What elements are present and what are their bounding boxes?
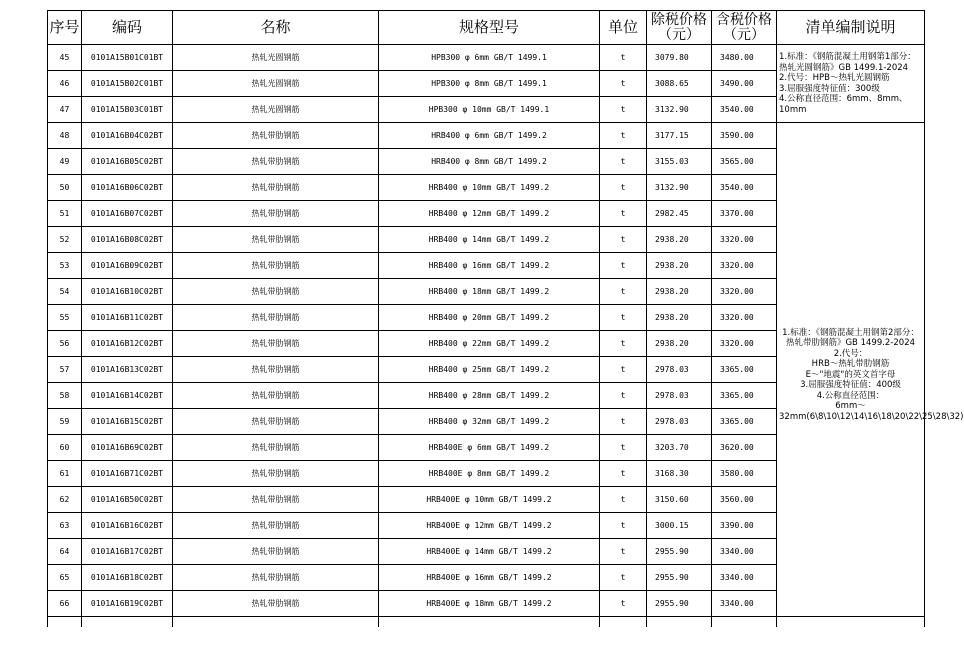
row-unit: t: [600, 409, 647, 435]
row-index: 50: [48, 175, 82, 201]
partial-cell: [173, 617, 379, 628]
row-unit: t: [600, 279, 647, 305]
header-code: 编码: [82, 11, 173, 45]
row-name: 热轧带肋钢筋: [173, 435, 379, 461]
header-unit: 单位: [600, 11, 647, 45]
row-name: 热轧光圆钢筋: [173, 97, 379, 123]
row-code: 0101A16B06C02BT: [82, 175, 173, 201]
row-index: 54: [48, 279, 82, 305]
row-price-inc-tax: 3340.00: [712, 539, 777, 565]
row-spec: HRB400 φ 10mm GB/T 1499.2: [379, 175, 600, 201]
row-code: 0101A15B02C01BT: [82, 71, 173, 97]
row-spec: HRB400 φ 28mm GB/T 1499.2: [379, 383, 600, 409]
row-name: 热轧带肋钢筋: [173, 487, 379, 513]
row-index: 64: [48, 539, 82, 565]
note-line: 1.标准：《钢筋混凝土用钢第1部分：热轧光圆钢筋》GB 1499.1-2024: [779, 52, 916, 73]
row-price-inc-tax: 3320.00: [712, 253, 777, 279]
row-code: 0101A16B11C02BT: [82, 305, 173, 331]
row-index: 46: [48, 71, 82, 97]
row-index: 66: [48, 591, 82, 617]
row-code: 0101A16B04C02BT: [82, 123, 173, 149]
row-index: 48: [48, 123, 82, 149]
row-name: 热轧带肋钢筋: [173, 253, 379, 279]
row-name: 热轧带肋钢筋: [173, 383, 379, 409]
row-price-inc-tax: 3620.00: [712, 435, 777, 461]
row-spec: HRB400E φ 18mm GB/T 1499.2: [379, 591, 600, 617]
row-code: 0101A16B18C02BT: [82, 565, 173, 591]
row-spec: HRB400 φ 12mm GB/T 1499.2: [379, 201, 600, 227]
row-price-ex-tax: 3203.70: [647, 435, 712, 461]
row-name: 热轧带肋钢筋: [173, 123, 379, 149]
header-notes: 清单编制说明: [777, 11, 925, 45]
row-index: 59: [48, 409, 82, 435]
row-name: 热轧带肋钢筋: [173, 461, 379, 487]
row-spec: HRB400E φ 6mm GB/T 1499.2: [379, 435, 600, 461]
row-price-ex-tax: 2978.03: [647, 383, 712, 409]
row-name: 热轧带肋钢筋: [173, 149, 379, 175]
row-spec: HRB400 φ 18mm GB/T 1499.2: [379, 279, 600, 305]
row-code: 0101A16B10C02BT: [82, 279, 173, 305]
row-price-inc-tax: 3365.00: [712, 383, 777, 409]
row-index: 65: [48, 565, 82, 591]
row-price-ex-tax: 2955.90: [647, 591, 712, 617]
row-code: 0101A15B03C01BT: [82, 97, 173, 123]
row-spec: HRB400 φ 32mm GB/T 1499.2: [379, 409, 600, 435]
row-unit: t: [600, 565, 647, 591]
row-unit: t: [600, 357, 647, 383]
row-code: 0101A16B19C02BT: [82, 591, 173, 617]
row-price-inc-tax: 3370.00: [712, 201, 777, 227]
notes-cell-hpb: [777, 45, 925, 123]
row-unit: t: [600, 253, 647, 279]
row-price-ex-tax: 2938.20: [647, 279, 712, 305]
row-code: 0101A16B15C02BT: [82, 409, 173, 435]
row-name: 热轧带肋钢筋: [173, 175, 379, 201]
note-line: HRB～热轧带肋钢筋: [811, 359, 890, 370]
partial-cell: [48, 617, 82, 628]
row-price-ex-tax: 3150.60: [647, 487, 712, 513]
row-price-inc-tax: 3320.00: [712, 305, 777, 331]
partial-cell: [379, 617, 600, 628]
row-price-ex-tax: 3000.15: [647, 513, 712, 539]
note-line: 4.公称直径范围：6mm、8mm、10mm: [779, 94, 908, 115]
row-code: 0101A16B08C02BT: [82, 227, 173, 253]
row-code: 0101A16B69C02BT: [82, 435, 173, 461]
row-spec: HPB300 φ 10mm GB/T 1499.1: [379, 97, 600, 123]
row-unit: t: [600, 539, 647, 565]
row-price-inc-tax: 3490.00: [712, 71, 777, 97]
row-unit: t: [600, 201, 647, 227]
note-line: 4.公称直径范围：: [816, 390, 885, 401]
row-code: 0101A16B09C02BT: [82, 253, 173, 279]
row-name: 热轧带肋钢筋: [173, 539, 379, 565]
table-row-partial: [48, 617, 925, 628]
row-price-ex-tax: 2938.20: [647, 227, 712, 253]
row-price-ex-tax: 3132.90: [647, 175, 712, 201]
note-line: E～"地震"的英文首字母: [805, 369, 896, 380]
row-price-ex-tax: 2955.90: [647, 539, 712, 565]
row-index: 61: [48, 461, 82, 487]
row-price-inc-tax: 3340.00: [712, 591, 777, 617]
note-line: 1.标准：《钢筋混凝土用钢第2部分：热轧带肋钢筋》GB 1499.2-2024: [782, 327, 919, 349]
row-index: 49: [48, 149, 82, 175]
row-name: 热轧带肋钢筋: [173, 513, 379, 539]
row-index: 63: [48, 513, 82, 539]
row-price-ex-tax: 3168.30: [647, 461, 712, 487]
row-code: 0101A16B07C02BT: [82, 201, 173, 227]
partial-cell: [600, 617, 647, 628]
row-price-inc-tax: 3365.00: [712, 357, 777, 383]
row-name: 热轧带肋钢筋: [173, 331, 379, 357]
row-price-inc-tax: 3340.00: [712, 565, 777, 591]
row-price-ex-tax: 2982.45: [647, 201, 712, 227]
row-name: 热轧带肋钢筋: [173, 305, 379, 331]
row-index: 57: [48, 357, 82, 383]
row-index: 60: [48, 435, 82, 461]
row-price-ex-tax: 2938.20: [647, 253, 712, 279]
row-price-inc-tax: 3580.00: [712, 461, 777, 487]
header-price-inc-tax: 含税价格（元）: [712, 11, 777, 45]
partial-cell: [82, 617, 173, 628]
row-index: 52: [48, 227, 82, 253]
row-code: 0101A16B13C02BT: [82, 357, 173, 383]
row-price-inc-tax: 3320.00: [712, 279, 777, 305]
row-unit: t: [600, 513, 647, 539]
row-spec: HRB400E φ 16mm GB/T 1499.2: [379, 565, 600, 591]
row-price-inc-tax: 3320.00: [712, 331, 777, 357]
header-name: 名称: [173, 11, 379, 45]
table-row: [48, 45, 925, 71]
row-price-inc-tax: 3540.00: [712, 175, 777, 201]
notes-cell-hrb: [777, 123, 964, 617]
row-name: 热轧带肋钢筋: [173, 227, 379, 253]
row-price-ex-tax: 2978.03: [647, 357, 712, 383]
note-line: 3.屈服强度特征值：300级: [779, 83, 880, 94]
row-name: 热轧带肋钢筋: [173, 357, 379, 383]
row-index: 55: [48, 305, 82, 331]
row-unit: t: [600, 175, 647, 201]
row-index: 45: [48, 45, 82, 71]
row-unit: t: [600, 227, 647, 253]
row-unit: t: [600, 45, 647, 71]
row-price-ex-tax: 2938.20: [647, 331, 712, 357]
row-price-ex-tax: 3132.90: [647, 97, 712, 123]
row-spec: HRB400 φ 14mm GB/T 1499.2: [379, 227, 600, 253]
row-unit: t: [600, 71, 647, 97]
row-index: 47: [48, 97, 82, 123]
note-line: 3.屈服强度特征值：400级: [800, 380, 901, 391]
row-index: 58: [48, 383, 82, 409]
row-price-inc-tax: 3565.00: [712, 149, 777, 175]
row-name: 热轧带肋钢筋: [173, 409, 379, 435]
row-unit: t: [600, 383, 647, 409]
row-spec: HRB400 φ 20mm GB/T 1499.2: [379, 305, 600, 331]
row-spec: HRB400 φ 25mm GB/T 1499.2: [379, 357, 600, 383]
row-spec: HPB300 φ 6mm GB/T 1499.1: [379, 45, 600, 71]
row-spec: HRB400 φ 6mm GB/T 1499.2: [379, 123, 600, 149]
header-row: [48, 11, 925, 45]
note-line: 2.代号：HPB～热轧光圆钢筋: [779, 73, 890, 83]
header-index: 序号: [48, 11, 82, 45]
row-name: 热轧带肋钢筋: [173, 201, 379, 227]
partial-cell: [777, 617, 925, 628]
row-spec: HRB400E φ 8mm GB/T 1499.2: [379, 461, 600, 487]
row-index: 53: [48, 253, 82, 279]
table-row: [48, 123, 925, 149]
row-price-ex-tax: 3177.15: [647, 123, 712, 149]
row-name: 热轧带肋钢筋: [173, 565, 379, 591]
row-price-inc-tax: 3365.00: [712, 409, 777, 435]
row-spec: HPB300 φ 8mm GB/T 1499.1: [379, 71, 600, 97]
header-spec: 规格型号: [379, 11, 600, 45]
row-unit: t: [600, 435, 647, 461]
row-spec: HRB400E φ 14mm GB/T 1499.2: [379, 539, 600, 565]
row-price-ex-tax: 2978.03: [647, 409, 712, 435]
row-name: 热轧光圆钢筋: [173, 71, 379, 97]
row-name: 热轧带肋钢筋: [173, 591, 379, 617]
row-spec: HRB400E φ 12mm GB/T 1499.2: [379, 513, 600, 539]
row-price-inc-tax: 3560.00: [712, 487, 777, 513]
row-code: 0101A16B14C02BT: [82, 383, 173, 409]
row-price-inc-tax: 3320.00: [712, 227, 777, 253]
row-price-inc-tax: 3390.00: [712, 513, 777, 539]
partial-cell: [647, 617, 712, 628]
row-unit: t: [600, 149, 647, 175]
row-code: 0101A16B17C02BT: [82, 539, 173, 565]
row-index: 51: [48, 201, 82, 227]
row-code: 0101A15B01C01BT: [82, 45, 173, 71]
row-spec: HRB400 φ 16mm GB/T 1499.2: [379, 253, 600, 279]
header-price-ex-tax: 除税价格（元）: [647, 11, 712, 45]
row-unit: t: [600, 305, 647, 331]
row-code: 0101A16B05C02BT: [82, 149, 173, 175]
row-unit: t: [600, 591, 647, 617]
row-code: 0101A16B50C02BT: [82, 487, 173, 513]
row-index: 56: [48, 331, 82, 357]
row-price-ex-tax: 2955.90: [647, 565, 712, 591]
note-line: 2.代号：: [833, 348, 868, 359]
note-line: 6mm～32mm(6\8\10\12\14\16\18\20\22\25\28\32): [779, 401, 964, 422]
row-unit: t: [600, 487, 647, 513]
row-spec: HRB400 φ 22mm GB/T 1499.2: [379, 331, 600, 357]
row-spec: HRB400 φ 8mm GB/T 1499.2: [379, 149, 600, 175]
row-code: 0101A16B16C02BT: [82, 513, 173, 539]
row-spec: HRB400E φ 10mm GB/T 1499.2: [379, 487, 600, 513]
row-code: 0101A16B12C02BT: [82, 331, 173, 357]
row-price-ex-tax: 3088.65: [647, 71, 712, 97]
row-price-ex-tax: 3079.80: [647, 45, 712, 71]
row-unit: t: [600, 123, 647, 149]
price-list-table: [47, 10, 964, 627]
row-index: 62: [48, 487, 82, 513]
row-price-inc-tax: 3590.00: [712, 123, 777, 149]
partial-cell: [712, 617, 777, 628]
row-unit: t: [600, 331, 647, 357]
row-unit: t: [600, 461, 647, 487]
row-name: 热轧光圆钢筋: [173, 45, 379, 71]
row-price-ex-tax: 2938.20: [647, 305, 712, 331]
row-code: 0101A16B71C02BT: [82, 461, 173, 487]
row-price-ex-tax: 3155.03: [647, 149, 712, 175]
row-price-inc-tax: 3480.00: [712, 45, 777, 71]
row-unit: t: [600, 97, 647, 123]
row-name: 热轧带肋钢筋: [173, 279, 379, 305]
row-price-inc-tax: 3540.00: [712, 97, 777, 123]
